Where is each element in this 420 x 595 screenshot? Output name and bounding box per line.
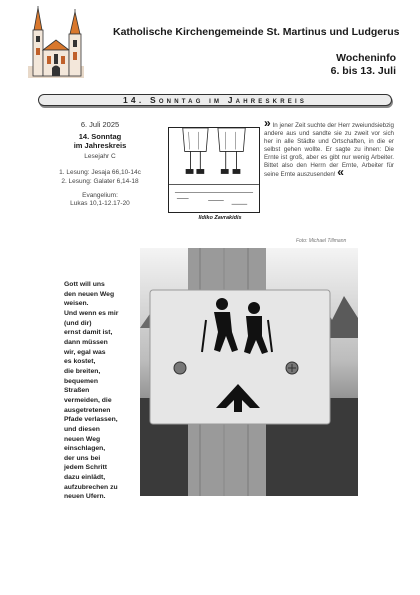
poem-line: die breiten,: [64, 367, 101, 375]
poem-line: Pfade verlassen,: [64, 416, 118, 424]
poem-line: und diesen: [64, 425, 100, 433]
readings: [38, 168, 162, 186]
wocheninfo-block: [276, 52, 396, 78]
poem-line: neuen Ufern.: [64, 493, 106, 501]
wocheninfo-dates: 6. bis 13. Juli: [330, 65, 396, 77]
wocheninfo-title: Wocheninfo: [336, 52, 396, 64]
sunday-title-line2: im Jahreskreis: [73, 141, 127, 150]
poem-line: ausgetretenen: [64, 406, 111, 414]
poem-line: dazu einlädt,: [64, 474, 106, 482]
poem-line: (und dir): [64, 319, 92, 327]
liturgy-date: 6. Juli 2025: [80, 120, 120, 129]
poem-line: dann müssen: [64, 338, 108, 346]
poem-line: ernst damit ist,: [64, 329, 113, 337]
poem-line: der uns bei: [64, 454, 101, 462]
sunday-banner: [38, 94, 392, 106]
gospel-label: Evangelium:: [82, 192, 118, 199]
gospel-reference: Lukas 10,1-12.17-20: [70, 200, 130, 207]
hiking-sign-photo: [140, 248, 358, 496]
poem-line: es kostet,: [64, 358, 96, 366]
cartoon-illustration: [168, 127, 260, 213]
poem-line: Und wenn es mir: [64, 309, 119, 317]
sunday-title-line1: 14. Sonntag: [78, 132, 122, 141]
quote-close-mark: «: [337, 165, 344, 180]
reading-2: 2. Lesung: Galater 6,14-18: [61, 178, 139, 185]
poem-line: den neuen Weg: [64, 290, 115, 298]
quote-open-mark: »: [264, 116, 271, 130]
banner-title: 14. Sonntag im Jahreskreis: [122, 95, 308, 105]
poem-line: bequemen: [64, 377, 98, 385]
poem: [64, 280, 144, 502]
poem-line: Gott will uns: [64, 281, 105, 288]
liturgy-info: [38, 120, 162, 208]
reading-1: 1. Lesung: Jesaja 66,10-14c: [59, 169, 141, 176]
poem-line: jedem Schritt: [64, 464, 108, 472]
poem-line: weisen.: [64, 300, 89, 308]
poem-line: neuen Weg: [64, 435, 101, 443]
poem-line: einschlagen,: [64, 445, 106, 453]
poem-line: Straßen: [64, 387, 90, 395]
poem-line: vermeiden, die: [64, 396, 112, 404]
quote-text: In jener Zeit suchte der Herr zweiundsiebzig andere aus und sandte sie zu zweit vor sich her in alle Städte und Ortschaften, in die er selbst gehen wollte. Er sagte zu ihnen: Die Ernte ist groß, aber es gibt nur wenig Arbeiter. Bittet also den Herrn der Ernte, Arbeiter für seine Ernte auszusenden!: [264, 122, 394, 179]
poem-line: wir, egal was: [64, 348, 106, 356]
lesejahr: Lesejahr C: [84, 153, 116, 160]
cartoon-credit: Ildiko Zavrakidis: [198, 215, 242, 221]
gospel-quote: [264, 116, 394, 180]
church-logo: [26, 6, 86, 80]
photo-credit: Foto: Michael Tillmann: [296, 238, 347, 244]
gospel: [38, 192, 162, 208]
poem-line: aufzubrechen zu: [64, 483, 118, 491]
church-name: Katholische Kirchengemeinde St. Martinus und Ludgerus: [113, 26, 400, 38]
